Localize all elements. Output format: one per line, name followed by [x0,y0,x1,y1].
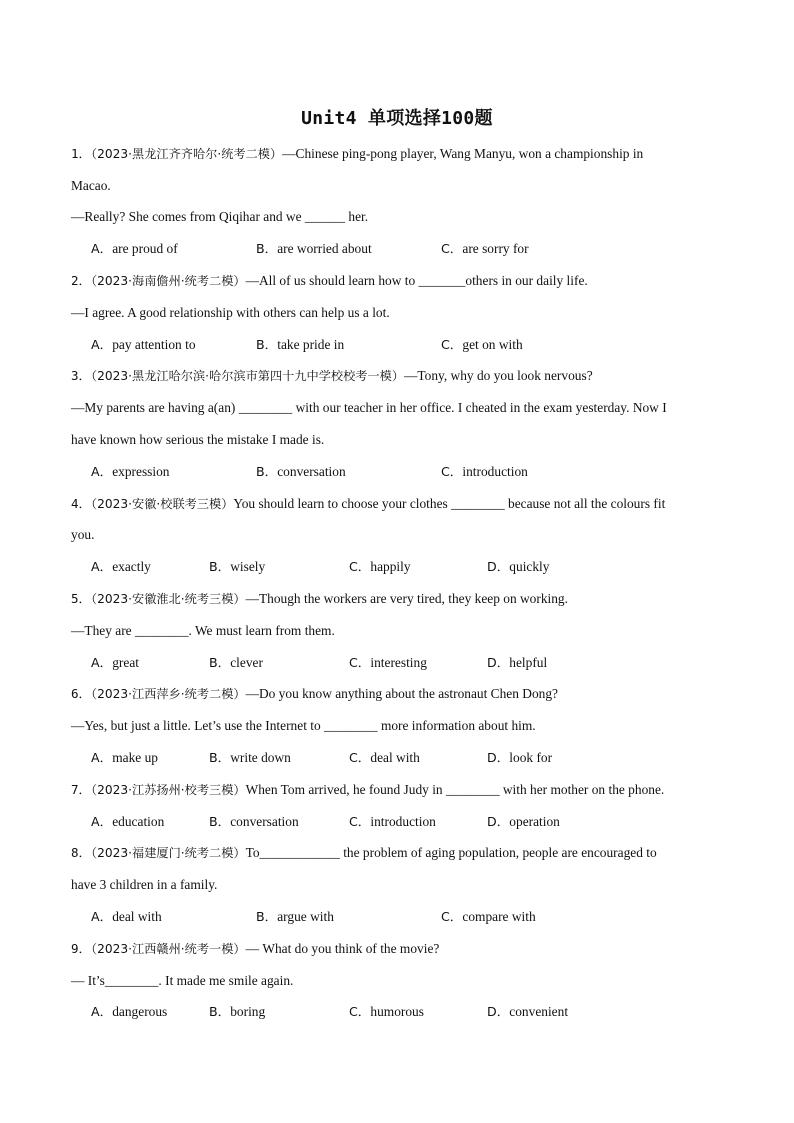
option-text: are proud of [112,241,178,256]
option-letter: A． [91,1004,113,1019]
answer-option [256,337,344,353]
answer-option [91,559,151,575]
option-letter: C． [441,909,463,924]
question-source: （2023·黑龙江齐齐哈尔·统考二模） [91,147,283,161]
option-letter: C． [349,655,371,670]
option-text: wisely [230,559,266,574]
question-stem-text: — What do you think of the movie? [245,941,440,956]
option-letter: C． [349,750,371,765]
question-number: 7． [71,782,92,797]
option-text: make up [112,750,158,765]
question-first-line [71,146,643,162]
answer-option [256,241,372,257]
answer-option [487,559,549,575]
option-text: great [112,655,139,670]
answer-option [91,241,178,257]
question-stem-text: have known how serious the mistake I made is. [71,432,325,447]
answer-option [91,909,162,925]
answer-option [441,464,528,480]
option-letter: C． [441,241,463,256]
question-stem-line [71,400,667,416]
question-source: （2023·安徽淮北·统考三模） [91,592,246,606]
option-text: pay attention to [112,337,196,352]
option-text: get on with [462,337,523,352]
option-text: are sorry for [462,241,529,256]
option-text: operation [509,814,560,829]
option-letter: C． [441,337,463,352]
option-letter: A． [91,750,113,765]
answer-option [209,655,263,671]
answer-option [349,814,436,830]
option-text: expression [112,464,170,479]
option-text: introduction [370,814,436,829]
option-text: write down [230,750,291,765]
option-text: conversation [277,464,346,479]
question-stem-text: —They are ________. We must learn from them. [71,623,335,638]
question-number: 8． [71,845,92,860]
option-letter: C． [349,559,371,574]
answer-option [91,1004,167,1020]
option-letter: C． [349,814,371,829]
question-stem-line [71,623,335,639]
question-first-line [71,941,439,957]
option-text: clever [230,655,263,670]
option-text: exactly [112,559,151,574]
question-stem-text: —My parents are having a(an) ________ with our teacher in her office. I cheated in the exam yesterday. Now I [71,400,667,415]
question-stem-text: You should learn to choose your clothes ________ because not all the colours fit [233,496,666,511]
answer-option [349,750,420,766]
question-source: （2023·江西赣州·统考一模） [91,942,246,956]
question-stem-text: —Do you know anything about the astronaut Chen Dong? [245,686,558,701]
question-number: 5． [71,591,92,606]
option-text: education [112,814,165,829]
option-text: deal with [370,750,420,765]
question-first-line [71,686,558,702]
question-stem-text: —Really? She comes from Qiqihar and we ______ her. [71,209,369,224]
answer-option [441,241,529,257]
option-letter: A． [91,337,113,352]
question-source: （2023·安徽·校联考三模） [91,497,234,511]
question-source: （2023·江苏扬州·校考三模） [91,783,246,797]
question-number: 9． [71,941,92,956]
question-stem-line [71,432,324,448]
question-stem-text: —Yes, but just a little. Let’s use the Internet to ________ more information about him. [71,718,536,733]
answer-option [209,559,265,575]
answer-option [487,814,560,830]
option-letter: B． [256,241,278,256]
question-number: 4． [71,496,92,511]
option-text: humorous [370,1004,424,1019]
option-text: dangerous [112,1004,168,1019]
option-letter: A． [91,241,113,256]
answer-option [349,559,411,575]
option-text: take pride in [277,337,345,352]
question-stem-text: —Though the workers are very tired, they keep on working. [245,591,568,606]
question-source: （2023·福建厦门·统考二模） [91,846,246,860]
option-text: introduction [462,464,528,479]
question-stem-text: When Tom arrived, he found Judy in ________ with her mother on the phone. [245,782,665,797]
question-stem-line [71,305,390,321]
option-text: are worried about [277,241,372,256]
option-text: interesting [370,655,427,670]
option-letter: A． [91,559,113,574]
option-text: convenient [509,1004,569,1019]
answer-option [487,655,547,671]
option-text: quickly [509,559,550,574]
option-text: deal with [112,909,162,924]
question-stem-line [71,877,217,893]
question-stem-text: have 3 children in a family. [71,877,218,892]
answer-option [441,909,536,925]
question-stem-text: you. [71,527,95,542]
option-letter: D． [487,559,510,574]
option-text: boring [230,1004,266,1019]
question-first-line [71,273,588,289]
question-stem-text: —I agree. A good relationship with others can help us a lot. [71,305,390,320]
option-letter: C． [441,464,463,479]
answer-option [209,1004,265,1020]
option-letter: B． [209,750,231,765]
option-text: conversation [230,814,299,829]
question-stem-line [71,973,293,989]
question-stem-line [71,527,94,543]
question-stem-text: To____________ the problem of aging population, people are encouraged to [245,845,657,860]
answer-option [256,464,346,480]
question-stem-line [71,718,536,734]
question-stem-text: —Chinese ping-pong player, Wang Manyu, won a championship in [282,146,644,161]
option-letter: B． [256,464,278,479]
answer-option [91,750,158,766]
question-first-line [71,591,568,607]
question-number: 3． [71,368,92,383]
question-source: （2023·黑龙江哈尔滨·哈尔滨市第四十九中学校校考一模） [91,369,405,383]
answer-option [349,1004,424,1020]
answer-option [487,1004,568,1020]
question-first-line [71,845,657,861]
option-letter: A． [91,464,113,479]
answer-option [487,750,552,766]
option-letter: B． [209,655,231,670]
option-letter: A． [91,909,113,924]
question-number: 1． [71,146,92,161]
option-text: argue with [277,909,334,924]
question-source: （2023·江西萍乡·统考二模） [91,687,246,701]
option-text: happily [370,559,411,574]
question-number: 2． [71,273,92,288]
question-first-line [71,782,664,798]
option-letter: D． [487,814,510,829]
question-first-line [71,496,665,512]
option-letter: A． [91,655,113,670]
answer-option [91,337,196,353]
question-number: 6． [71,686,92,701]
option-letter: D． [487,750,510,765]
answer-option [209,750,291,766]
option-text: look for [509,750,553,765]
answer-option [349,655,427,671]
answer-option [91,464,170,480]
answer-option [441,337,523,353]
option-letter: A． [91,814,113,829]
question-stem-text: — It’s________. It made me smile again. [71,973,294,988]
option-letter: C． [349,1004,371,1019]
option-letter: B． [256,337,278,352]
question-stem-line [71,178,111,194]
question-source: （2023·海南儋州·统考二模） [91,274,246,288]
answer-option [91,655,139,671]
option-letter: D． [487,1004,510,1019]
question-stem-text: —Tony, why do you look nervous? [404,368,593,383]
question-stem-text: Macao. [71,178,111,193]
question-stem-line [71,209,368,225]
option-text: helpful [509,655,548,670]
question-stem-text: —All of us should learn how to _______others in our daily life. [245,273,588,288]
answer-option [91,814,164,830]
answer-option [209,814,299,830]
option-letter: B． [209,1004,231,1019]
option-letter: B． [209,559,231,574]
option-text: compare with [462,909,536,924]
option-letter: B． [209,814,231,829]
option-letter: B． [256,909,278,924]
answer-option [256,909,334,925]
question-first-line [71,368,593,384]
page-title: Unit4 单项选择100题 [301,108,493,129]
option-letter: D． [487,655,510,670]
